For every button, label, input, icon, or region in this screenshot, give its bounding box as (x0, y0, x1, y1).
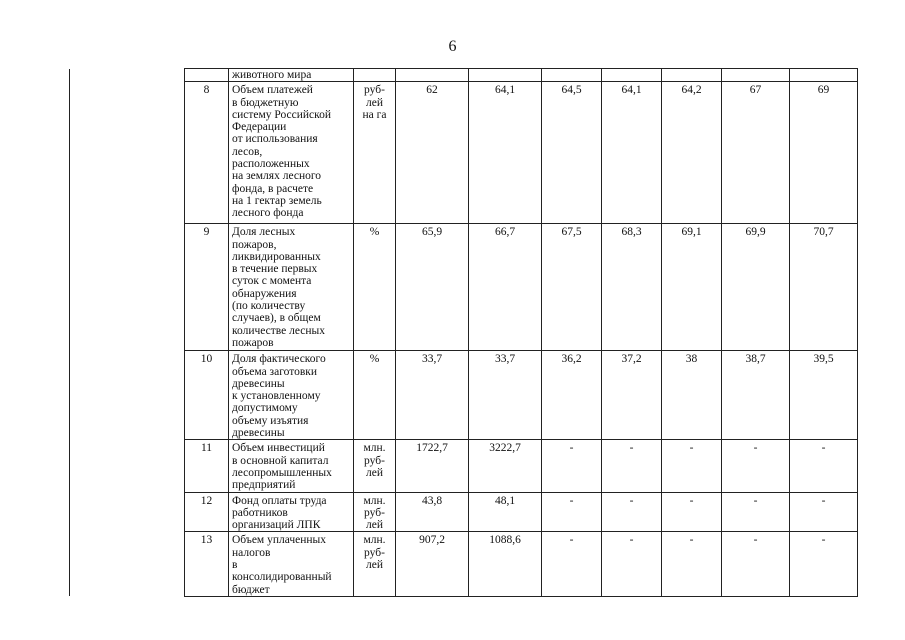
value-cell: 43,8 (396, 492, 469, 532)
value-cell: 64,2 (662, 82, 722, 224)
indicators-table-wrapper (69, 68, 858, 597)
indicators-table (69, 68, 858, 597)
value-cell: 65,9 (396, 224, 469, 351)
value-cell: - (542, 440, 602, 492)
value-cell: - (602, 532, 662, 596)
unit-cell: руб- лей на га (354, 82, 396, 224)
table-row (70, 492, 858, 532)
row-number-cell (185, 69, 229, 82)
row-number-cell: 12 (185, 492, 229, 532)
value-cell: 38 (662, 351, 722, 440)
value-cell (790, 69, 858, 82)
value-cell: 1088,6 (469, 532, 542, 596)
value-cell (396, 69, 469, 82)
unit-cell (354, 69, 396, 82)
indicator-name-cell: Объем уплаченных налогов в консолидированный бюджет (229, 532, 354, 596)
value-cell: - (542, 532, 602, 596)
value-cell: 64,1 (602, 82, 662, 224)
value-cell: 907,2 (396, 532, 469, 596)
margin-cell (70, 351, 185, 440)
value-cell: 3222,7 (469, 440, 542, 492)
value-cell: 67 (722, 82, 790, 224)
value-cell (722, 69, 790, 82)
value-cell: 64,1 (469, 82, 542, 224)
value-cell: 37,2 (602, 351, 662, 440)
value-cell: 62 (396, 82, 469, 224)
margin-cell (70, 82, 185, 224)
table-row (70, 532, 858, 596)
value-cell: - (662, 532, 722, 596)
unit-cell: млн. руб- лей (354, 492, 396, 532)
value-cell (602, 69, 662, 82)
value-cell: 39,5 (790, 351, 858, 440)
value-cell: - (722, 440, 790, 492)
indicator-name-cell: Доля лесных пожаров, ликвидированных в течение первых суток с момента обнаружения (по количеству случаев), в общем количестве лесных пожаров (229, 224, 354, 351)
indicator-name-cell: Доля фактического объема заготовки древесины к установленному допустимому объему изъятия древесины (229, 351, 354, 440)
value-cell: - (602, 440, 662, 492)
table-row (70, 82, 858, 224)
value-cell: 69 (790, 82, 858, 224)
table-row (70, 224, 858, 351)
value-cell: 69,9 (722, 224, 790, 351)
table-row (70, 351, 858, 440)
unit-cell: % (354, 224, 396, 351)
value-cell: - (662, 492, 722, 532)
value-cell (469, 69, 542, 82)
value-cell: 48,1 (469, 492, 542, 532)
indicator-name-cell: Фонд оплаты труда работников организаций ЛПК (229, 492, 354, 532)
unit-cell: млн. руб- лей (354, 532, 396, 596)
unit-cell: млн. руб- лей (354, 440, 396, 492)
value-cell: - (602, 492, 662, 532)
value-cell: 36,2 (542, 351, 602, 440)
value-cell: 33,7 (396, 351, 469, 440)
row-number-cell: 9 (185, 224, 229, 351)
table-row-continuation (70, 69, 858, 82)
margin-cell (70, 69, 185, 82)
value-cell: - (722, 492, 790, 532)
indicator-name-cell: Объем инвестиций в основной капитал лесопромышленных предприятий (229, 440, 354, 492)
margin-cell (70, 224, 185, 351)
unit-cell: % (354, 351, 396, 440)
value-cell: - (790, 532, 858, 596)
value-cell: - (722, 532, 790, 596)
row-number-cell: 11 (185, 440, 229, 492)
value-cell (542, 69, 602, 82)
value-cell: 66,7 (469, 224, 542, 351)
value-cell: - (790, 492, 858, 532)
row-number-cell: 13 (185, 532, 229, 596)
value-cell: 33,7 (469, 351, 542, 440)
row-number-cell: 8 (185, 82, 229, 224)
value-cell: 64,5 (542, 82, 602, 224)
table-body (70, 69, 858, 597)
indicator-name-cell: животного мира (229, 69, 354, 82)
value-cell: 67,5 (542, 224, 602, 351)
value-cell: - (790, 440, 858, 492)
value-cell: 70,7 (790, 224, 858, 351)
value-cell: 69,1 (662, 224, 722, 351)
margin-cell (70, 440, 185, 492)
margin-cell (70, 492, 185, 532)
value-cell: - (542, 492, 602, 532)
table-row (70, 440, 858, 492)
value-cell: 68,3 (602, 224, 662, 351)
row-number-cell: 10 (185, 351, 229, 440)
margin-cell (70, 532, 185, 596)
indicator-name-cell: Объем платежей в бюджетную систему Российской Федерации от использования лесов, расположенных на землях лесного фонда, в расчете на 1 гектар земель лесного фонда (229, 82, 354, 224)
value-cell: - (662, 440, 722, 492)
page-number: 6 (448, 38, 457, 55)
value-cell: 1722,7 (396, 440, 469, 492)
value-cell (662, 69, 722, 82)
value-cell: 38,7 (722, 351, 790, 440)
